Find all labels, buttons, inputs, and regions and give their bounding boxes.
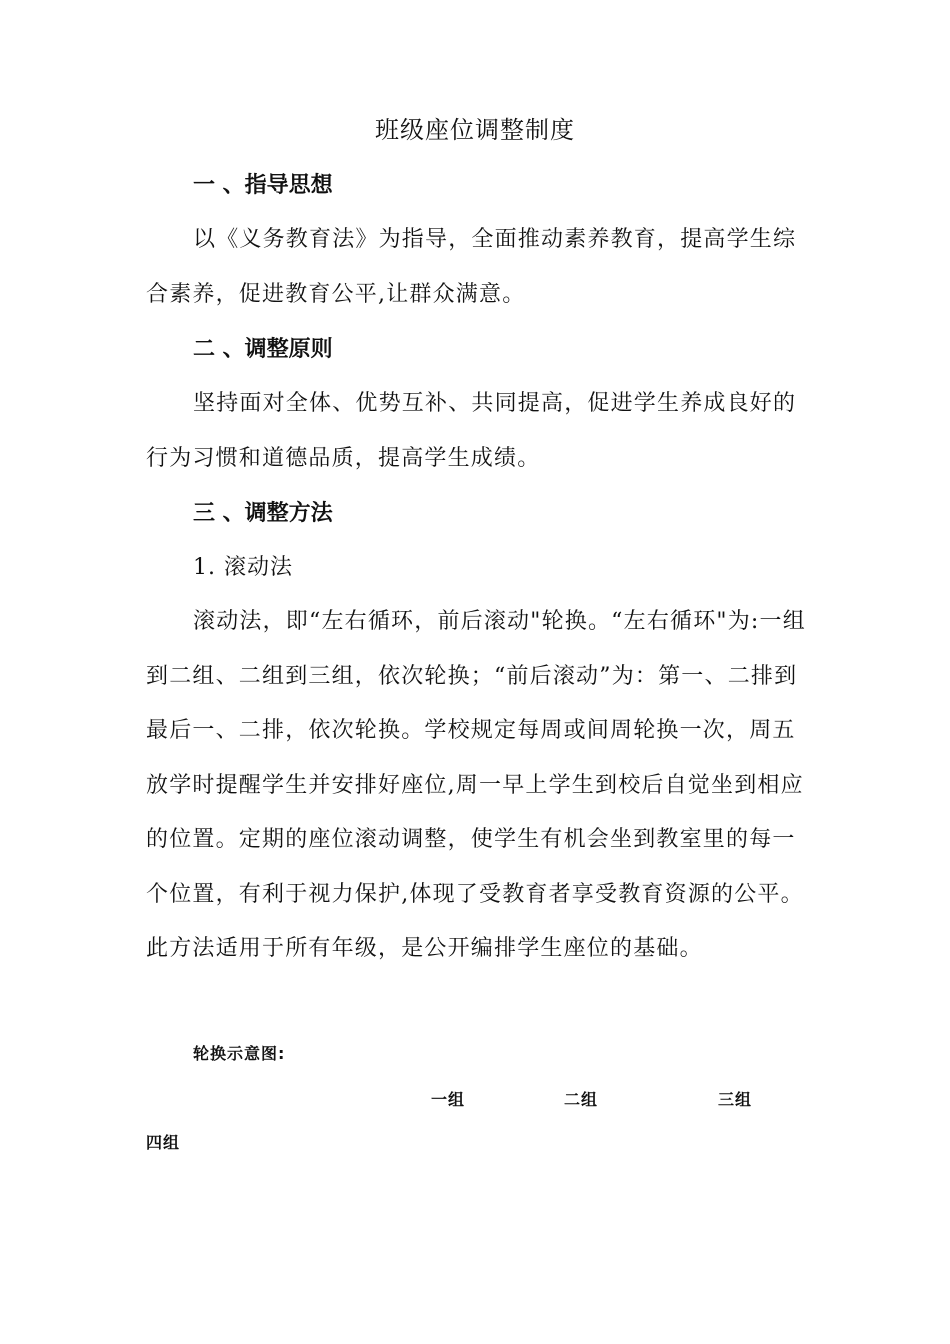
- group-label-1: 一组: [431, 1090, 466, 1109]
- rotation-diagram-label: 轮换示意图:: [193, 1044, 286, 1063]
- section-heading-adjustment-principle: 二 、调整原则: [193, 337, 333, 362]
- method-subheading-rolling: 1. 滚动法: [193, 555, 293, 580]
- document-title: 班级座位调整制度: [375, 116, 575, 144]
- group-label-4: 四组: [146, 1133, 181, 1152]
- section-paragraph-guiding-thought: 以《义务教育法》为指导，全面推动素养教育，提高学生综合素养，促进教育公平,让群众满意。: [146, 227, 797, 307]
- group-label-3: 三组: [718, 1090, 753, 1109]
- group-label-2: 二组: [564, 1090, 599, 1109]
- section-heading-guiding-thought: 一 、指导思想: [193, 173, 333, 198]
- section-heading-adjustment-method: 三 、调整方法: [193, 501, 333, 526]
- section-paragraph-rolling-method: 滚动法，即“左右循环，前后滚动"轮换。“左右循环"为:一组到二组、二组到三组，依次轮换；“前后滚动”为：第一、二排到最后一、二排，依次轮换。学校规定每周或间周轮换一次，周五放学时提醒学生并安排好座位,周一早上学生到校后自觉坐到相应的位置。定期的座位滚动调整，使学生有机会坐到教室里的每一个位置，有利于视力保护,体现了受教育者享受教育资源的公平。此方法适用于所有年级，是公开编排学生座位的基础。: [146, 609, 806, 961]
- section-paragraph-adjustment-principle: 坚持面对全体、优势互补、共同提高，促进学生养成良好的行为习惯和道德品质，提高学生成绩。: [146, 391, 797, 471]
